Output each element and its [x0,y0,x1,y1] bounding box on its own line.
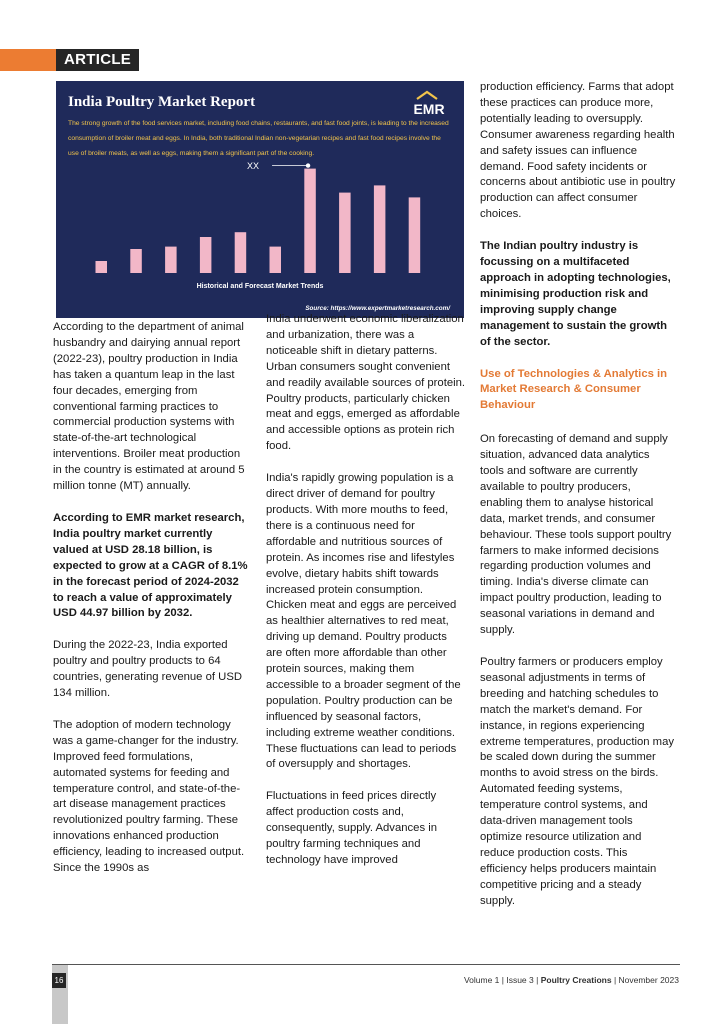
article-tag: ARTICLE [56,49,139,71]
footer-date: | November 2023 [613,975,679,985]
chart-bar [270,247,282,273]
paragraph: The Indian poultry industry is focussing on a multifaceted approach in adopting technologies, minimising production risk and improving supply change management to sustain the growth of the sector. [480,240,671,348]
orange-accent-bar [0,49,56,71]
footer-info [464,975,679,985]
report-banner [56,81,464,318]
emr-logo-text: EMR [413,101,445,117]
paragraph: Fluctuations in feed prices directly affect production costs and, consequently, supply. Advances in poultry farming techniques and technology have improved [266,790,438,866]
footer-divider [52,964,680,965]
chart-bar [374,185,386,273]
column-3 [480,80,676,926]
banner-description: The strong growth of the food services market, including food chains, restaurants, and fast food joints, is leading to the increased consumption of broiler meat and eggs. In India, both traditional Indian non-vegetarian recipes and fast food recipes involve the use of broiler meats, as well as eggs, making them a significant part of the cooking. [68,120,449,157]
chart-bar [165,247,177,273]
chart-bar [339,193,351,273]
column-2 [266,312,466,885]
paragraph: On forecasting of demand and supply situation, advanced data analytics tools and software are currently available to poultry producers, enabling them to analyse historical data, market trends, and consumer behaviour. These tools support poultry farmers to make informed decisions regarding production volumes and timing. India's diverse climate can impact poultry production, leading to seasonal variations in demand and supply. [480,433,672,637]
banner-title: India Poultry Market Report [68,94,256,110]
chart-bar [304,169,316,273]
paragraph: According to EMR market research, India poultry market currently valued at USD 28.18 billion, is expected to grow at a CAGR of 8.1% in the forecast period of 2024-2032 to reach a value of approximately USD 44.97 billion by 2032. [53,511,248,620]
chart-bar [200,237,212,273]
chart-bar [96,261,108,273]
chart-xlabel: Historical and Forecast Market Trends [196,283,324,290]
paragraph: production efficiency. Farms that adopt these practices can produce more, potentially leading to oversupply. Consumer awareness regarding health and safety issues can influence demand. Food safety incidents or concerns about antibiotic use in poultry production can affect consumer choices. [480,81,676,221]
paragraph: During the 2022-23, India exported poultry and poultry products to 64 countries, generating revenue of USD 134 million. [53,639,243,700]
chart-bar [235,232,247,273]
footer-issue: Volume 1 | Issue 3 | [463,975,539,985]
paragraph: India underwent economic liberalization and urbanization, there was a noticeable shift in dietary patterns. Urban consumers sought convenient and readily available sources of protein. Poultry products, particularly chicken meat and eggs, emerged as affordable and accessible options as protein rich food. [266,313,466,453]
paragraph: The adoption of modern technology was a game-changer for the industry. Improved feed formulations, automated systems for feeding and temperature control, and state-of-the-art disease management practices revolutionized poultry farming. These innovations enhanced production efficiency, leading to increased output. Since the 1990s as [53,718,245,875]
page-number: 16 [52,973,66,988]
column-1 [53,320,249,893]
paragraph: Poultry farmers or producers employ seasonal adjustments in terms of breeding and hatching schedules to match the market's demand. For instance, in regions experiencing extreme temperatures, production may be scaled down during the summer months to avoid stress on the birds. Automated feeding systems, temperature control systems, and data-driven management tools optimize resource utilization and reduce production costs. This efficiency helps producers maintain competitive pricing and a steady supply. [480,656,675,907]
emr-logo [408,90,450,118]
chart-bar [130,249,142,273]
paragraph: India's rapidly growing population is a direct driver of demand for poultry products. With more mouths to feed, there is a continuous need for affordable and nutritious sources of protein. As incomes rise and lifestyles evolve, dietary habits shift towards increased protein consumption. Chicken meat and eggs are perceived as healthier alternatives to red meat, driving up demand. Poultry products are often more affordable than other protein sources, making them accessible to a broader segment of the population. Poultry production can be influenced by seasonal factors, including extreme weather conditions. These fluctuations can lead to periods of oversupply and shortages. [266,472,461,771]
annotation-label: XX [247,161,260,172]
annotation-dot [306,163,310,167]
section-heading: Use of Technologies & Analytics in Market Research & Consumer Behaviour [480,367,668,412]
banner-source: Source: https://www.expertmarketresearch.com/ [305,305,450,312]
footer-publication: Poultry Creations [540,975,612,985]
paragraph: According to the department of animal husbandry and dairying annual report (2022-23), poultry production in India has taken a quantum leap in the last four decades, emerging from conventional farming practices to commercial production systems with state-of-the-art technological interventions. Broiler meat production in the country is estimated at around 5 million tonne (MT) annually. [53,321,245,493]
chart-bar [409,197,421,273]
